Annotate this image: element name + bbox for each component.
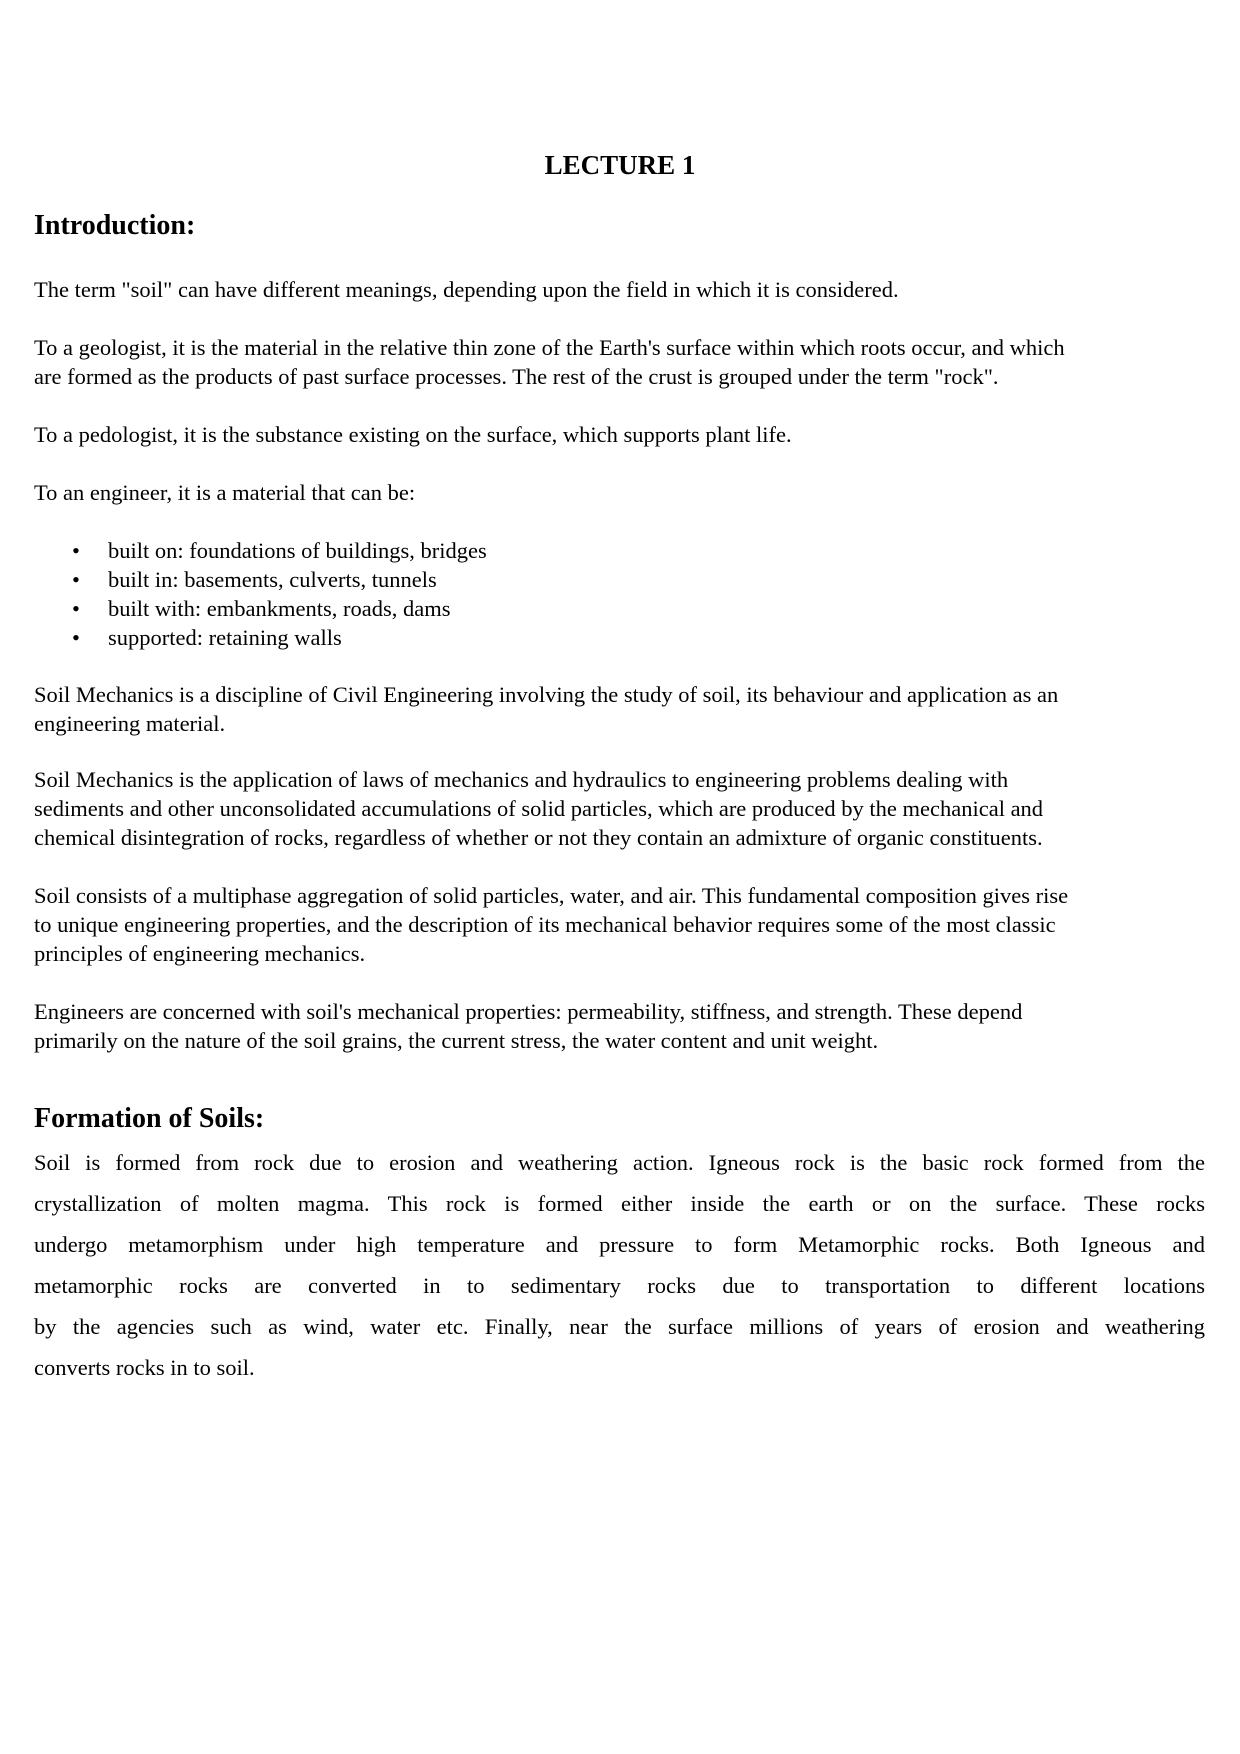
paragraph-soil-mechanics-application (34, 765, 1043, 852)
text-line: are formed as the products of past surface processes. The rest of the crust is grouped under the term "rock". (34, 364, 999, 389)
list-item: • built in: basements, culverts, tunnels (34, 565, 487, 594)
paragraph-engineer (34, 478, 415, 507)
section-heading-formation: Formation of Soils: (34, 1103, 265, 1134)
text-line: metamorphic rocks are converted in to sedimentary rocks due to transportation to different locations (34, 1273, 1205, 1298)
text-line: undergo metamorphism under high temperature and pressure to form Metamorphic rocks. Both Igneous and (34, 1232, 1205, 1257)
text-line: sediments and other unconsolidated accumulations of solid particles, which are produced by the mechanical and (34, 796, 1044, 821)
text-line: chemical disintegration of rocks, regardless of whether or not they contain an admixture of organic constituents. (34, 825, 1043, 850)
paragraph-multiphase (34, 881, 1068, 968)
text-line: Soil Mechanics is a discipline of Civil Engineering involving the study of soil, its behaviour and application as an (34, 682, 1059, 707)
section-heading-introduction: Introduction: (34, 210, 196, 241)
list-item: • built on: foundations of buildings, bridges (34, 536, 487, 565)
paragraph-pedologist (34, 420, 792, 449)
text-line: principles of engineering mechanics. (34, 941, 366, 966)
list-item: • built with: embankments, roads, dams (34, 594, 487, 623)
paragraph-soil-meanings (34, 275, 899, 304)
text-line: converts rocks in to soil. (34, 1355, 255, 1380)
text-line: to unique engineering properties, and the description of its mechanical behavior requires some of the most classic (34, 912, 1056, 937)
list-item: • supported: retaining walls (34, 623, 487, 652)
paragraph-engineers-concerned (34, 997, 1022, 1055)
text-line: To a geologist, it is the material in the relative thin zone of the Earth's surface within which roots occur, and which (34, 335, 1065, 360)
text-line: primarily on the nature of the soil grains, the current stress, the water content and unit weight. (34, 1028, 879, 1053)
text-line: The term "soil" can have different meanings, depending upon the field in which it is considered. (34, 277, 899, 302)
text-line: To a pedologist, it is the substance existing on the surface, which supports plant life. (34, 422, 792, 447)
bullet-list (34, 536, 487, 652)
text-line: Soil is formed from rock due to erosion and weathering action. Igneous rock is the basic rock formed from the (34, 1150, 1205, 1175)
text-line: Soil Mechanics is the application of laws of mechanics and hydraulics to engineering problems dealing with (34, 767, 1009, 792)
text-line: engineering material. (34, 711, 226, 736)
lecture-title: LECTURE 1 (544, 150, 696, 180)
text-line: Engineers are concerned with soil's mechanical properties: permeability, stiffness, and strength. These depend (34, 999, 1023, 1024)
text-line: Soil consists of a multiphase aggregation of solid particles, water, and air. This fundamental composition gives rise (34, 883, 1069, 908)
text-line: crystallization of molten magma. This rock is formed either inside the earth or on the surface. These rocks (34, 1191, 1205, 1216)
paragraph-soil-mechanics-discipline (34, 680, 1058, 738)
paragraph-formation (34, 1142, 1205, 1388)
paragraph-geologist (34, 333, 1065, 391)
text-line: To an engineer, it is a material that can be: (34, 480, 416, 505)
text-line: by the agencies such as wind, water etc. Finally, near the surface millions of years of erosion and weathering (34, 1314, 1205, 1339)
